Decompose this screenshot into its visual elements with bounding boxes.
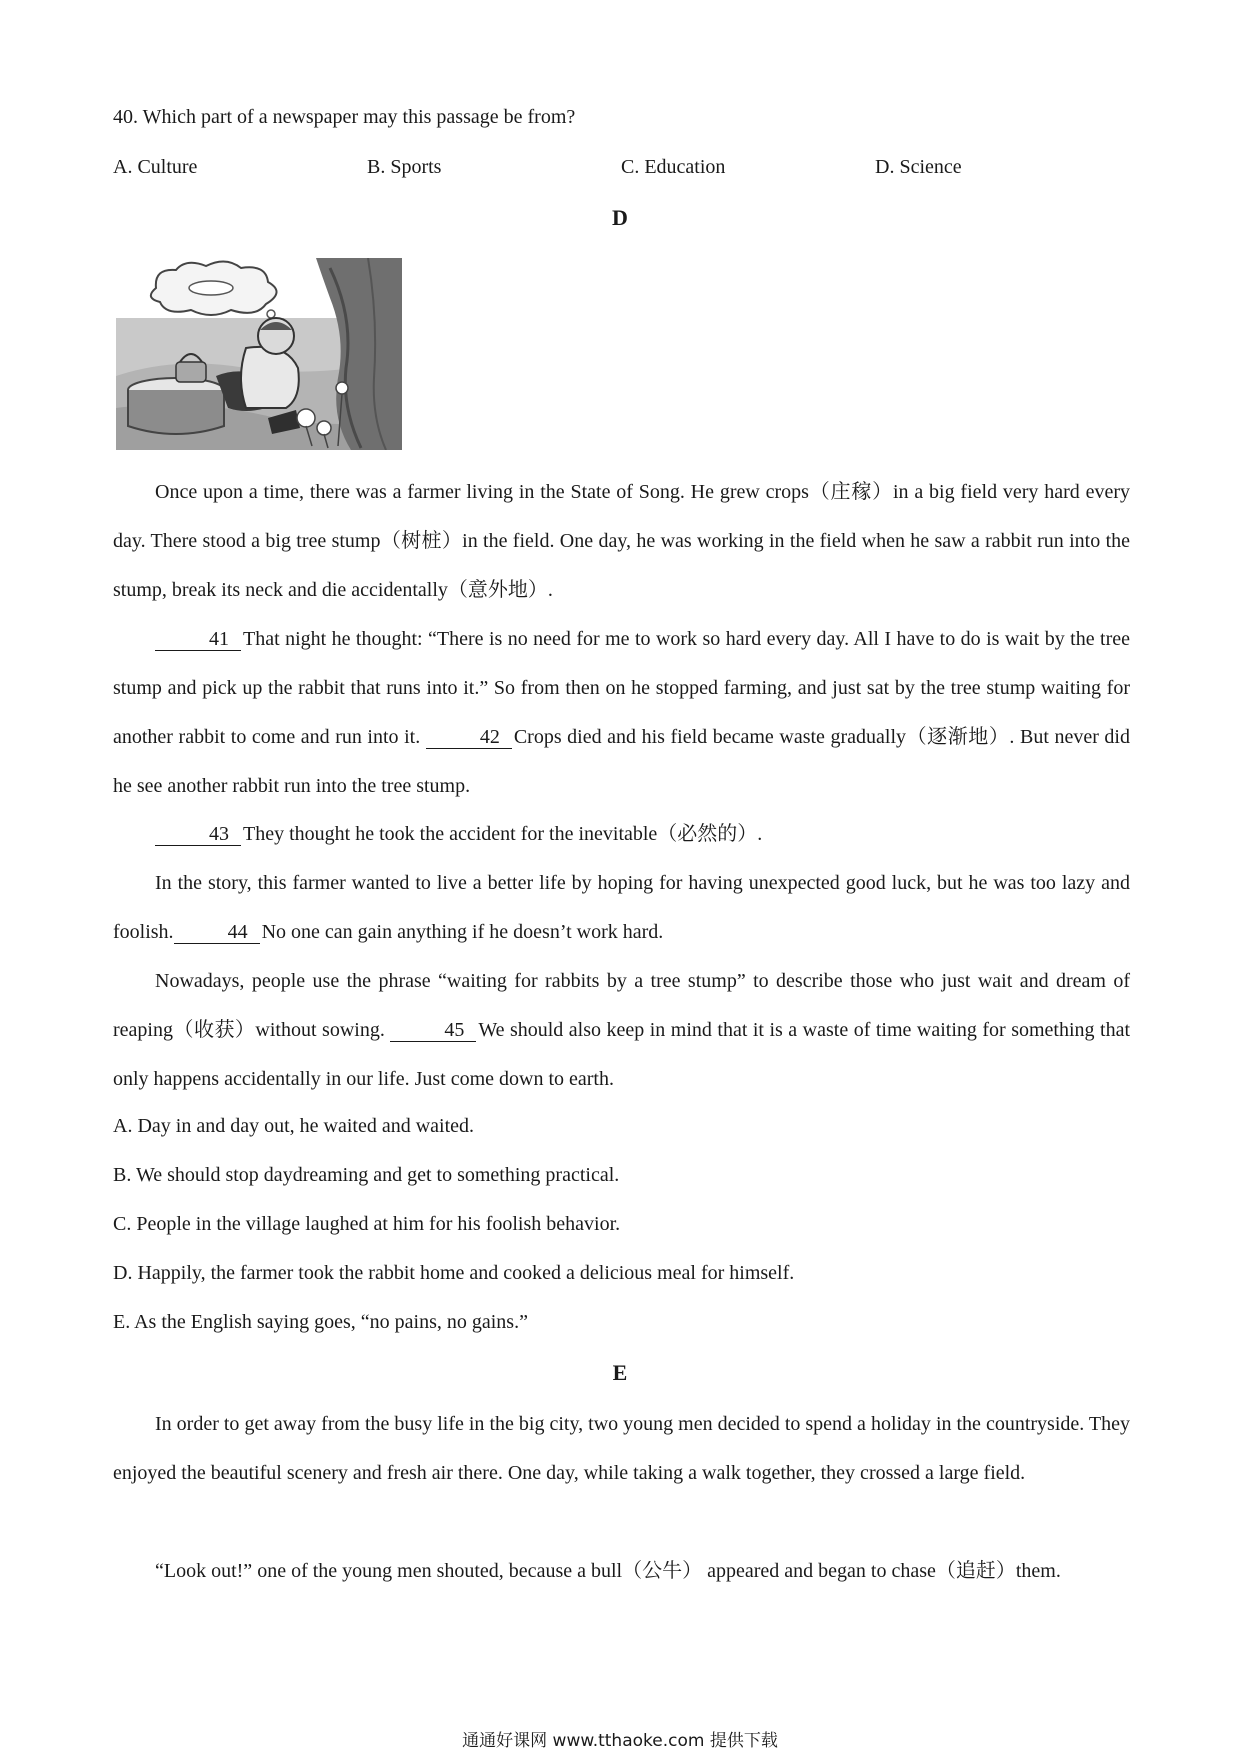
paragraph-e2: “Look out!” one of the young men shouted, because a bull（公牛） appeared and began to chase（追赶）them.: [155, 1560, 1061, 1582]
choice-c: C. People in the village laughed at him for his foolish behavior.: [113, 1213, 621, 1235]
choice-b: B. We should stop daydreaming and get to something practical.: [113, 1164, 620, 1186]
question-40-stem: 40. Which part of a newspaper may this passage be from?: [113, 106, 576, 128]
paragraph-d3: [113, 810, 1130, 859]
paragraph-d2: [113, 615, 1130, 811]
paragraph-d4-text2: No one can gain anything if he doesn’t work hard.: [261, 921, 664, 943]
choice-a: A. Day in and day out, he waited and waited.: [113, 1115, 475, 1137]
choice-d: D. Happily, the farmer took the rabbit home and cooked a delicious meal for himself.: [113, 1262, 795, 1284]
paragraph-d4: [113, 859, 1130, 957]
footer-watermark: 通通好课网 www.tthaoke.com 提供下载: [462, 1731, 778, 1751]
option-c: C. Education: [621, 156, 726, 178]
blank-43: 43: [155, 823, 241, 846]
farmer-dreaming-illustration: [116, 258, 402, 450]
paragraph-d4-text1: In the story, this farmer wanted to live a better life by hoping for having unexpected good luck, but he was too lazy and foolish.: [113, 872, 1130, 943]
blank-45: 45: [390, 1019, 476, 1042]
blank-42: 42: [426, 726, 512, 749]
paragraph-d2-text2: Crops died and his field became waste gradually（逐渐地）. But never did he see another rabbit run into the tree stump.: [113, 726, 1130, 797]
option-a: A. Culture: [113, 156, 198, 178]
paragraph-d5-text1: Nowadays, people use the phrase “waiting for rabbits by a tree stump” to describe those who just wait and dream of reaping（收获）without sowing.: [113, 970, 1130, 1041]
paragraph-e1: In order to get away from the busy life in the big city, two young men decided to spend a holiday in the countryside. They enjoyed the beautiful scenery and fresh air there. One day, while taking a walk together, they crossed a large field.: [113, 1413, 1130, 1484]
paragraph-d1: Once upon a time, there was a farmer living in the State of Song. He grew crops（庄稼）in a big field very hard every day. There stood a big tree stump（树桩）in the field. One day, he was working in the field when he saw a rabbit run into the stump, break its neck and die accidentally（意外地）.: [113, 481, 1130, 601]
choice-e: E. As the English saying goes, “no pains, no gains.”: [113, 1311, 528, 1333]
option-d: D. Science: [875, 156, 962, 178]
paragraph-d5: [113, 957, 1130, 1104]
paragraph-d3-text: They thought he took the accident for the inevitable（必然的）.: [243, 823, 763, 845]
blank-41: 41: [155, 628, 241, 651]
blank-44: 44: [174, 921, 260, 944]
option-b: B. Sports: [367, 156, 442, 178]
section-d-title: D: [612, 205, 628, 230]
paragraph-d2-text1: That night he thought: “There is no need for me to work so hard every day. All I have to do is wait by the tree stump and pick up the rabbit that runs into it.” So from then on he stopped farming, and just sat by the tree stump waiting for another rabbit to come and run into it.: [113, 628, 1130, 748]
paragraph-d5-text2: We should also keep in mind that it is a waste of time waiting for something that only happens accidentally in our life. Just come down to earth.: [113, 1019, 1130, 1090]
section-e-title: E: [612, 1360, 628, 1385]
